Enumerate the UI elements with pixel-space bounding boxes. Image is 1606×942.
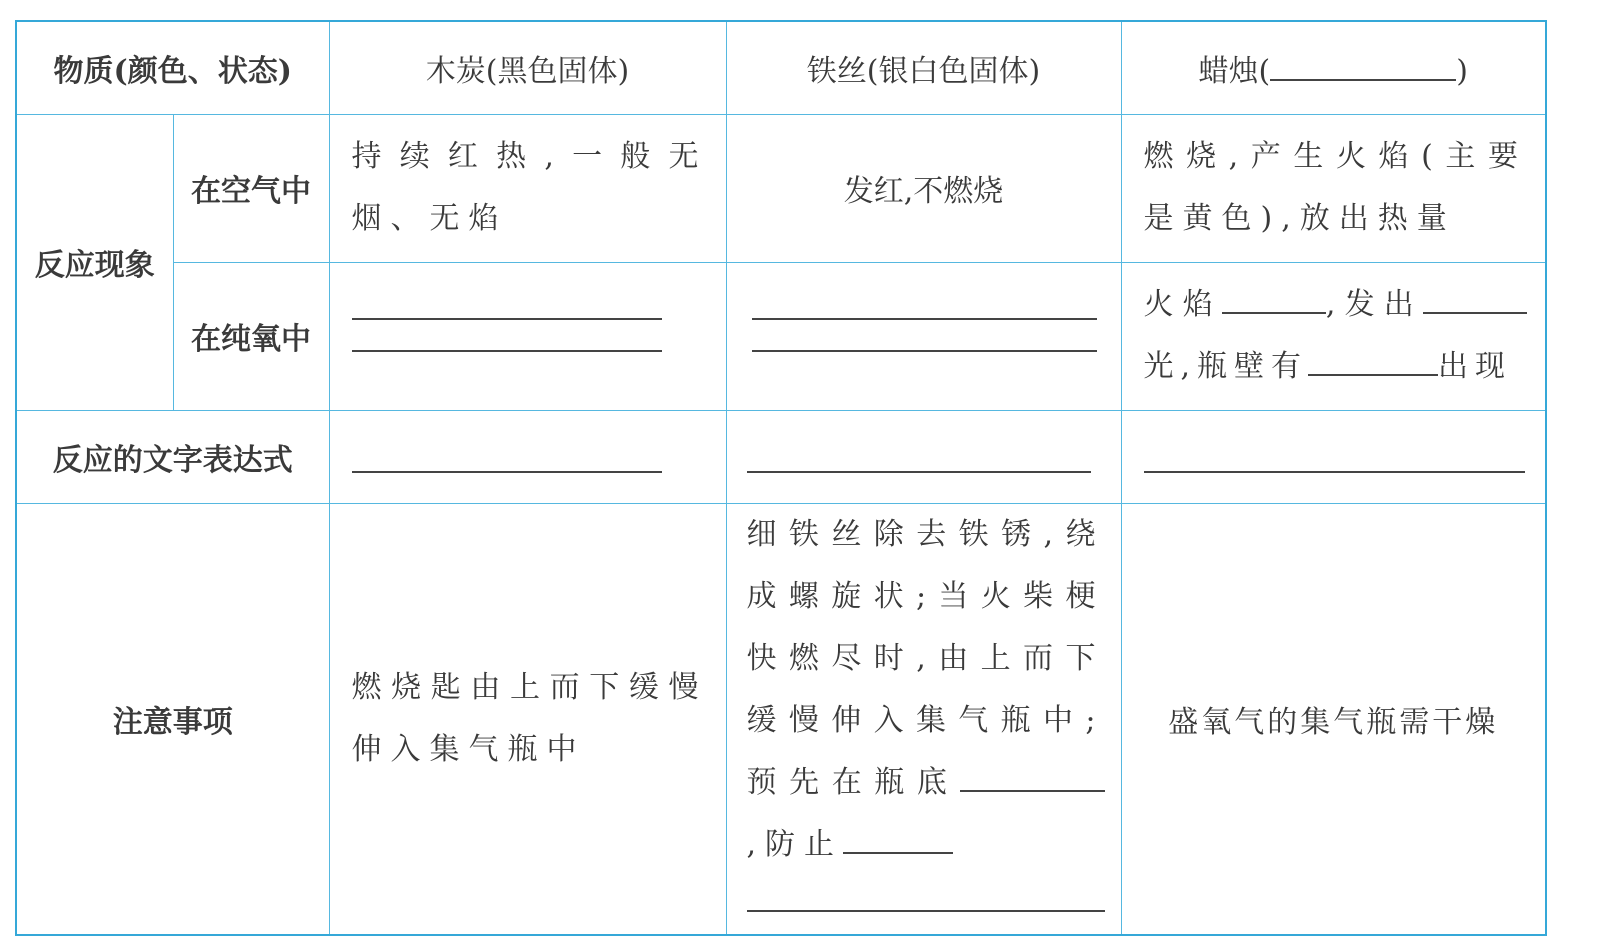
text-oxygen-candle-p1: 火焰 xyxy=(1143,287,1222,322)
row-equation xyxy=(16,410,1546,503)
text-air-iron: 发红,不燃烧 xyxy=(843,174,1004,209)
header-candle-suffix: ) xyxy=(1456,53,1468,89)
text-oxygen-candle-p4: 出现 xyxy=(1438,349,1513,384)
text-notes-iron xyxy=(727,504,1121,912)
cell-notes-iron xyxy=(726,503,1121,935)
cell-air-iron xyxy=(726,114,1121,262)
cell-notes-candle xyxy=(1121,503,1546,935)
text-oxygen-candle xyxy=(1122,274,1546,398)
label-notes: 注意事项 xyxy=(16,503,329,935)
equation-charcoal-blank[interactable] xyxy=(352,471,662,473)
cell-equation-candle xyxy=(1121,410,1546,503)
oxygen-iron-blank-2[interactable] xyxy=(752,350,1097,352)
notes-iron-blank-3[interactable] xyxy=(747,910,1105,912)
text-air-candle: 燃烧,产生火焰(主要是黄色),放出热量 xyxy=(1143,139,1527,236)
header-charcoal: 木炭(黑色固体) xyxy=(329,21,726,114)
header-substance: 物质(颜色、状态) xyxy=(16,21,329,114)
notes-iron-blank-1[interactable] xyxy=(960,784,1105,792)
notes-iron-blank-2[interactable] xyxy=(843,846,953,854)
header-iron: 铁丝(银白色固体) xyxy=(726,21,1121,114)
text-air-charcoal: 持续红热,一般无烟、无焰 xyxy=(351,139,708,236)
cell-equation-charcoal xyxy=(329,410,726,503)
equation-candle-blank[interactable] xyxy=(1144,471,1526,473)
header-candle xyxy=(1121,21,1546,114)
row-notes xyxy=(16,503,1546,935)
row-in-oxygen xyxy=(16,262,1546,410)
text-notes-charcoal: 燃烧匙由上而下缓慢伸入集气瓶中 xyxy=(351,669,708,767)
label-in-oxygen: 在纯氧中 xyxy=(173,262,329,410)
equation-iron-blank[interactable] xyxy=(747,471,1091,473)
label-equation: 反应的文字表达式 xyxy=(16,410,329,503)
oxygen-candle-blank-3[interactable] xyxy=(1308,368,1438,376)
candle-color-blank[interactable] xyxy=(1270,73,1456,81)
cell-equation-iron xyxy=(726,410,1121,503)
oxygen-candle-blank-1[interactable] xyxy=(1222,306,1326,314)
text-notes-iron-mid: ,防止 xyxy=(746,826,844,862)
cell-notes-charcoal xyxy=(329,503,726,935)
cell-air-charcoal xyxy=(329,114,726,262)
text-oxygen-candle-p2: ,发出 xyxy=(1325,287,1423,322)
row-in-air xyxy=(16,114,1546,262)
cell-oxygen-iron xyxy=(726,262,1121,410)
header-candle-prefix: 蜡烛( xyxy=(1198,53,1271,89)
comparison-table xyxy=(15,20,1547,936)
text-oxygen-candle-p3: 光,瓶壁有 xyxy=(1143,349,1309,384)
label-phenomenon: 反应现象 xyxy=(16,114,173,410)
oxygen-charcoal-blank-1[interactable] xyxy=(352,318,662,320)
text-notes-candle: 盛氧气的集气瓶需干燥 xyxy=(1168,704,1499,740)
oxygen-charcoal-blank-2[interactable] xyxy=(352,350,662,352)
label-in-air: 在空气中 xyxy=(173,114,329,262)
cell-air-candle xyxy=(1121,114,1546,262)
header-row xyxy=(16,21,1546,114)
cell-oxygen-candle xyxy=(1121,262,1546,410)
oxygen-candle-blank-2[interactable] xyxy=(1423,306,1527,314)
text-notes-iron-main: 细铁丝除去铁锈,绕成螺旋状;当火柴梗快燃尽时,由上而下缓慢伸入集气瓶中;预先在瓶底 xyxy=(746,516,1105,800)
oxygen-iron-blank-1[interactable] xyxy=(752,318,1097,320)
cell-oxygen-charcoal xyxy=(329,262,726,410)
